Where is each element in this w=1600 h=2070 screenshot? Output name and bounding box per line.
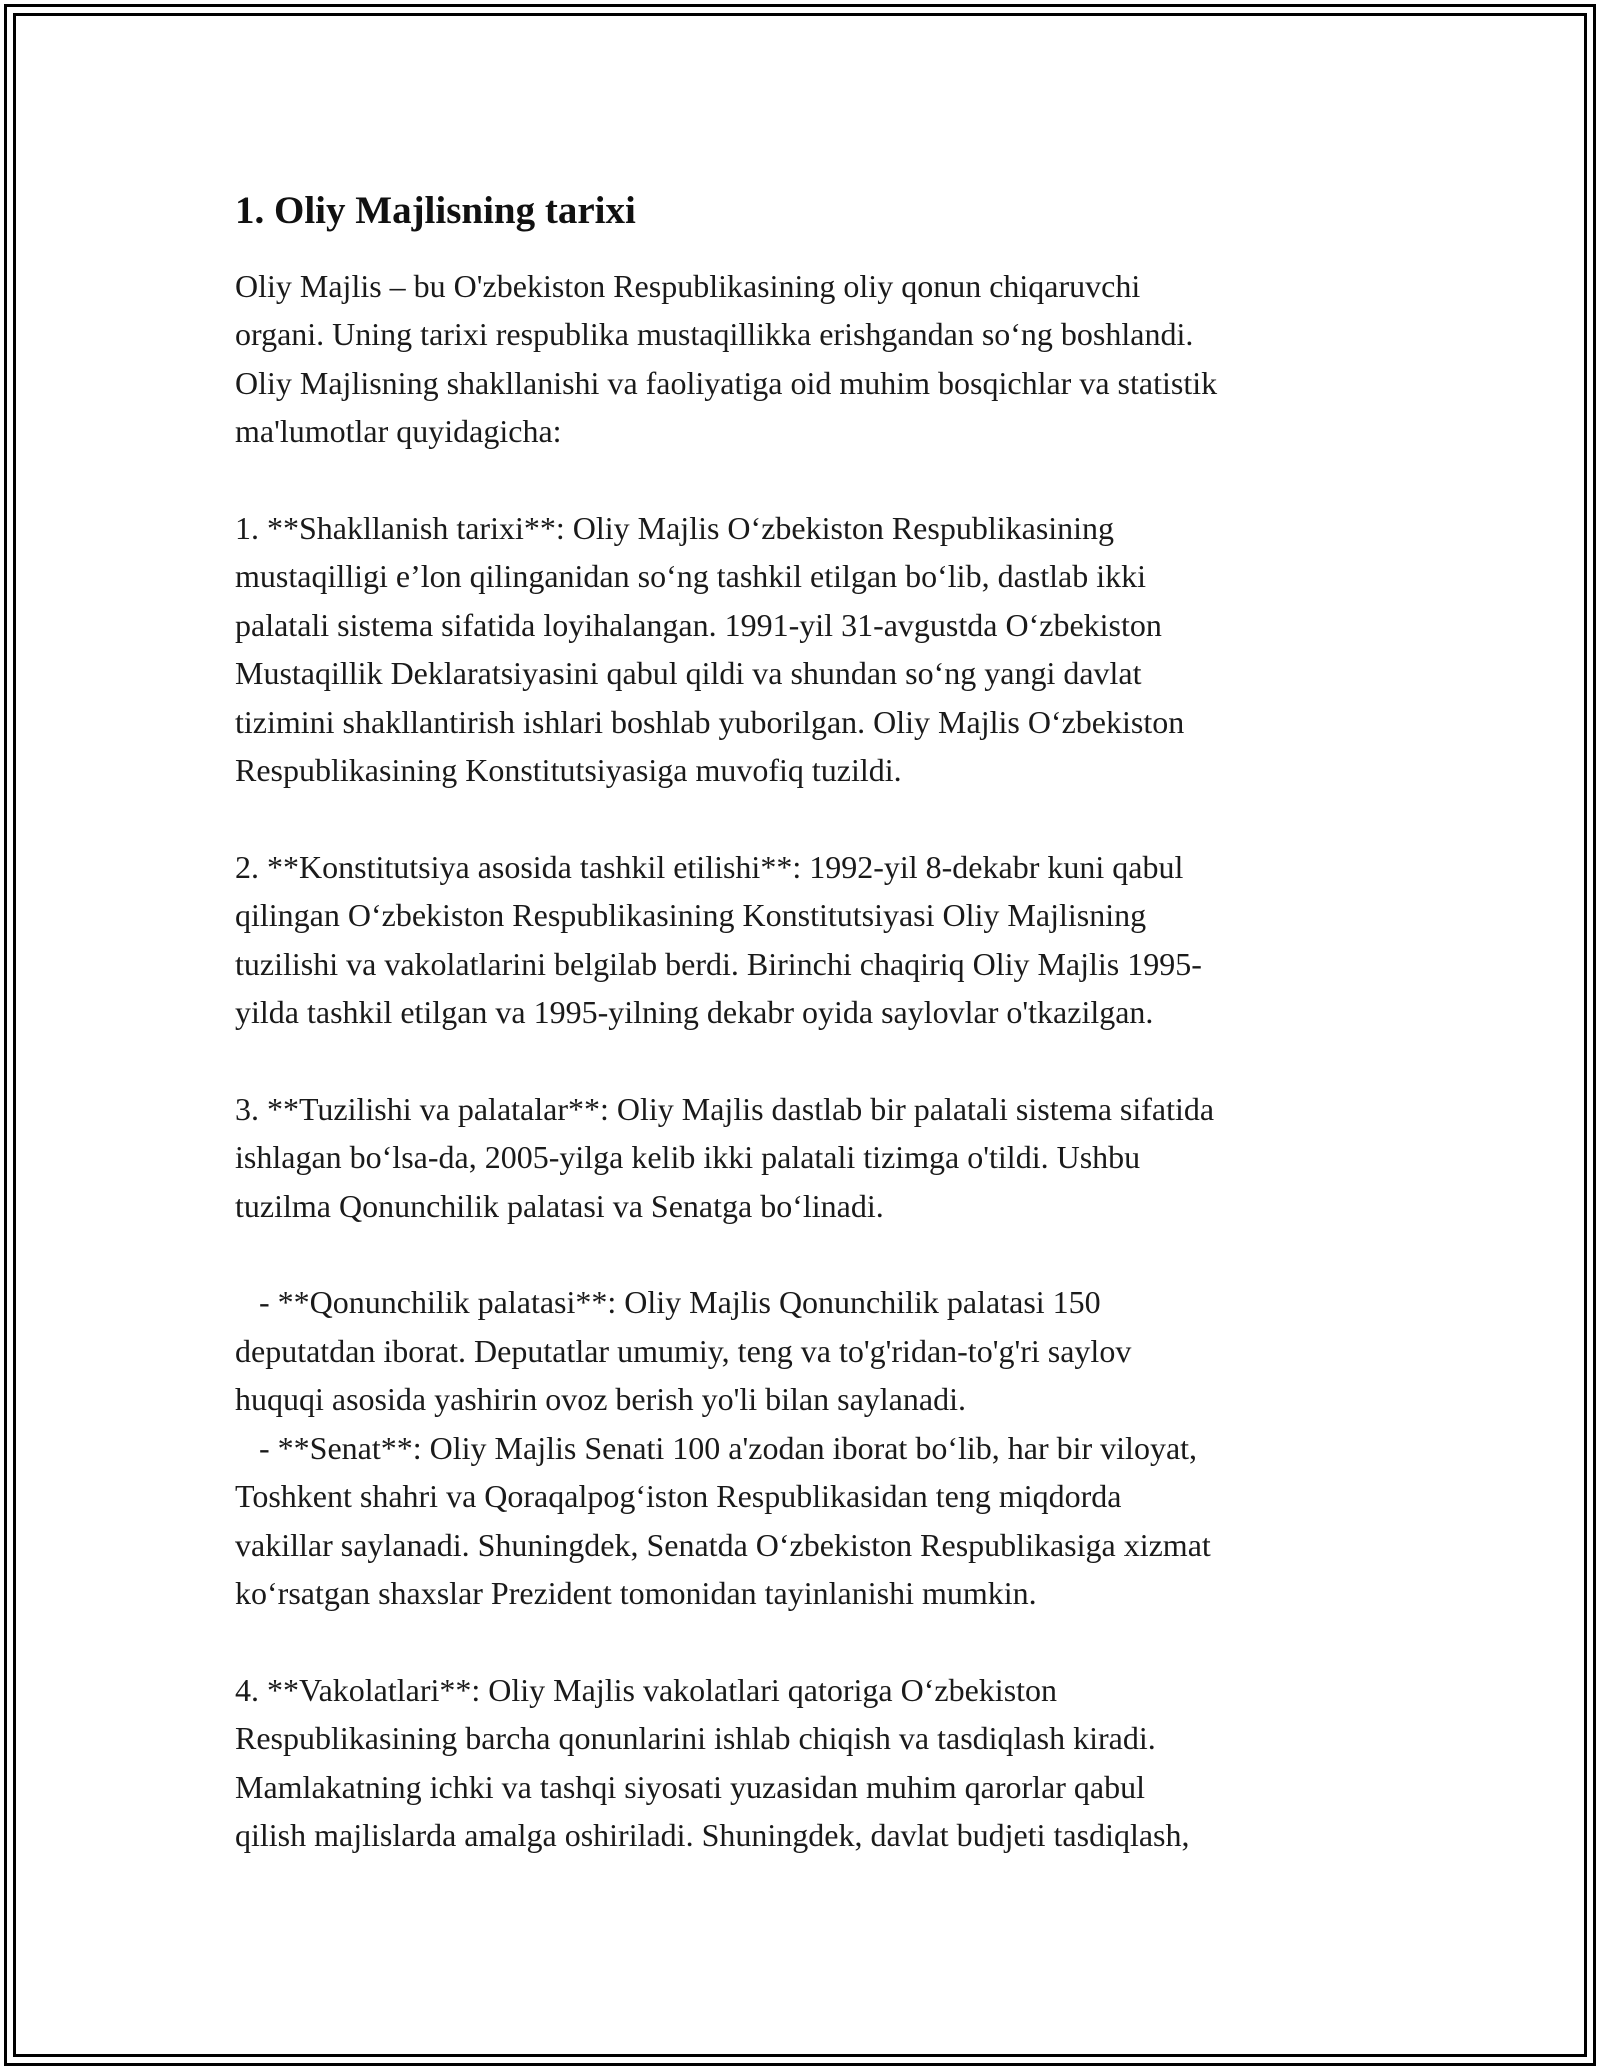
paragraph-spacer	[235, 1230, 1375, 1278]
section-konstitutsiya: 2. **Konstitutsiya asosida tashkil etilishi**: 1992-yil 8-dekabr kuni qabul qilingan O‘zbekiston Respublikasining Konstitutsiyasi Oliy Majlisning tuzilishi va vakolatlarini belgilab berdi. Birinchi chaqiriq Oliy Majlis 1995- yilda tashkil etilgan va 1995-yilning dekabr oyida saylovlar o'tkazilgan.	[235, 848, 1202, 1031]
subsection-qonunchilik-palatasi: - **Qonunchilik palatasi**: Oliy Majlis Qonunchilik palatasi 150 deputatdan iborat. Deputatlar umumiy, teng va to'g'ridan-to'g'ri saylov huquqi asosida yashirin ovoz berish yo'li bilan saylanadi.	[235, 1284, 1132, 1418]
subsection-senat: - **Senat**: Oliy Majlis Senati 100 a'zodan iborat bo‘lib, har bir viloyat, Toshkent shahri va Qoraqalpog‘iston Respublikasidan teng miqdorda vakillar saylanadi. Shuningdek, Senatda O‘zbekiston Respublikasiga xizmat ko‘rsatgan shaxslar Prezident tomonidan tayinlanishi mumkin.	[235, 1429, 1211, 1611]
paragraph-spacer	[235, 1036, 1375, 1084]
page-title: 1. Oliy Majlisning tarixi	[235, 189, 636, 232]
section-shakllanish-tarixi: 1. **Shakllanish tarixi**: Oliy Majlis O‘zbekiston Respublikasining mustaqilligi e’lon qilinganidan so‘ng tashkil etilgan bo‘lib, dastlab ikki palatali sistema sifatida loyihalangan. 1991-yil 31-avgustda O‘zbekiston Mustaqillik Deklaratsiyasini qabul qildi va shundan so‘ng yangi davlat tizimini shakllantirish ishlari boshlab yuborilgan. Oliy Majlis O‘zbekiston Respublikasining Konstitutsiyasiga muvofiq tuzildi.	[235, 510, 1185, 789]
paragraph-spacer	[235, 456, 1375, 504]
paragraph-spacer	[235, 1617, 1375, 1665]
document-body	[235, 185, 1375, 1859]
paragraph-spacer	[235, 794, 1375, 842]
section-tuzilishi: 3. **Tuzilishi va palatalar**: Oliy Majlis dastlab bir palatali sistema sifatida ishlagan bo‘lsa-da, 2005-yilga kelib ikki palatali tizimga o'tildi. Ushbu tuzilma Qonunchilik palatasi va Senatga bo‘linadi.	[235, 1090, 1215, 1224]
intro-paragraph: Oliy Majlis – bu O'zbekiston Respublikasining oliy qonun chiqaruvchi organi. Uning tarixi respublika mustaqillikka erishgandan so‘ng boshlandi. Oliy Majlisning shakllanishi va faoliyatiga oid muhim bosqichlar va statistik ma'lumotlar quyidagicha:	[235, 268, 1218, 450]
section-vakolatlari: 4. **Vakolatlari**: Oliy Majlis vakolatlari qatoriga O‘zbekiston Respublikasining barcha qonunlarini ishlab chiqish va tasdiqlash kiradi. Mamlakatning ichki va tashqi siyosati yuzasidan muhim qarorlar qabul qilish majlislarda amalga oshiriladi. Shuningdek, davlat budjeti tasdiqlash,	[235, 1671, 1190, 1853]
